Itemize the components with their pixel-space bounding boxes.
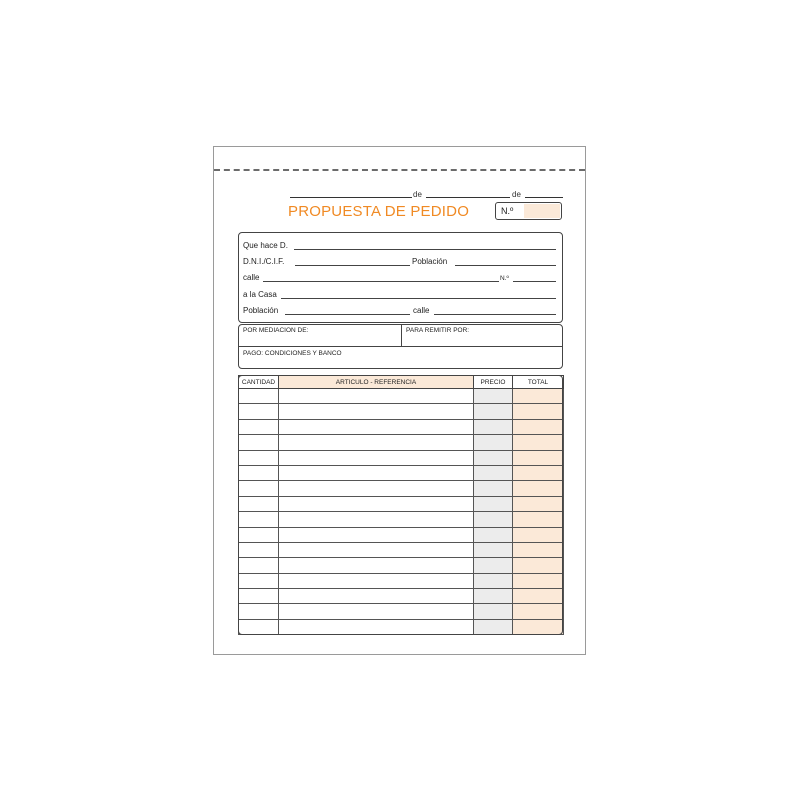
articulo-cell[interactable] xyxy=(279,619,474,634)
articulo-cell[interactable] xyxy=(279,512,474,527)
precio-cell[interactable] xyxy=(474,435,513,450)
total-cell[interactable] xyxy=(513,558,564,573)
cantidad-cell[interactable] xyxy=(239,481,279,496)
total-cell[interactable] xyxy=(513,589,564,604)
calle-label-1: calle xyxy=(243,273,260,282)
dni-label: D.N.I./C.I.F. xyxy=(243,257,285,266)
cantidad-cell[interactable] xyxy=(239,465,279,480)
table-row xyxy=(239,450,564,465)
poblacion-label-2: Población xyxy=(243,306,279,315)
remitir-label: PARA REMITIR POR: xyxy=(406,327,470,334)
total-cell[interactable] xyxy=(513,481,564,496)
table-row xyxy=(239,542,564,557)
table-row xyxy=(239,419,564,434)
cantidad-cell[interactable] xyxy=(239,558,279,573)
a-la-casa-field[interactable] xyxy=(281,298,556,299)
cantidad-cell[interactable] xyxy=(239,619,279,634)
table-row xyxy=(239,604,564,619)
cantidad-cell[interactable] xyxy=(239,589,279,604)
table-row xyxy=(239,435,564,450)
articulo-cell[interactable] xyxy=(279,527,474,542)
poblacion-field-2[interactable] xyxy=(285,314,410,315)
articulo-cell[interactable] xyxy=(279,542,474,557)
total-cell[interactable] xyxy=(513,527,564,542)
numero-field[interactable] xyxy=(513,281,556,282)
articulo-cell[interactable] xyxy=(279,389,474,404)
precio-cell[interactable] xyxy=(474,419,513,434)
cantidad-cell[interactable] xyxy=(239,527,279,542)
precio-cell[interactable] xyxy=(474,542,513,557)
mediacion-label: POR MEDIACION DE: xyxy=(243,327,309,334)
table-row xyxy=(239,573,564,588)
table-row xyxy=(239,527,564,542)
order-number-label: N.º xyxy=(501,206,514,216)
total-cell[interactable] xyxy=(513,604,564,619)
cantidad-cell[interactable] xyxy=(239,604,279,619)
a-la-casa-label: a la Casa xyxy=(243,290,277,299)
dni-field[interactable] xyxy=(295,265,410,266)
total-cell[interactable] xyxy=(513,496,564,511)
order-form-sheet xyxy=(213,146,586,655)
precio-cell[interactable] xyxy=(474,589,513,604)
table-row xyxy=(239,465,564,480)
cantidad-cell[interactable] xyxy=(239,542,279,557)
date-de-label-1: de xyxy=(413,190,422,199)
date-de-label-2: de xyxy=(512,190,521,199)
total-cell[interactable] xyxy=(513,465,564,480)
precio-cell[interactable] xyxy=(474,481,513,496)
calle-field-1[interactable] xyxy=(263,281,499,282)
cantidad-cell[interactable] xyxy=(239,450,279,465)
precio-cell[interactable] xyxy=(474,404,513,419)
precio-cell[interactable] xyxy=(474,558,513,573)
precio-cell[interactable] xyxy=(474,512,513,527)
que-hace-field[interactable] xyxy=(294,249,556,250)
terms-divider xyxy=(239,346,562,347)
precio-cell[interactable] xyxy=(474,450,513,465)
articulo-cell[interactable] xyxy=(279,404,474,419)
items-table xyxy=(238,375,564,635)
cantidad-cell[interactable] xyxy=(239,512,279,527)
terms-box xyxy=(238,324,563,369)
total-cell[interactable] xyxy=(513,435,564,450)
header-precio: PRECIO xyxy=(474,376,513,389)
articulo-cell[interactable] xyxy=(279,435,474,450)
header-articulo-referencia: ARTICULO - REFERENCIA xyxy=(279,376,474,389)
precio-cell[interactable] xyxy=(474,496,513,511)
poblacion-field-1[interactable] xyxy=(455,265,556,266)
order-number-field[interactable] xyxy=(524,204,560,218)
total-cell[interactable] xyxy=(513,573,564,588)
articulo-cell[interactable] xyxy=(279,558,474,573)
table-row xyxy=(239,496,564,511)
total-cell[interactable] xyxy=(513,450,564,465)
table-row xyxy=(239,558,564,573)
articulo-cell[interactable] xyxy=(279,589,474,604)
articulo-cell[interactable] xyxy=(279,604,474,619)
items-header-row xyxy=(239,376,564,389)
calle-label-2: calle xyxy=(413,306,430,315)
cantidad-cell[interactable] xyxy=(239,389,279,404)
date-place-line xyxy=(290,197,412,198)
calle-field-2[interactable] xyxy=(434,314,556,315)
precio-cell[interactable] xyxy=(474,604,513,619)
poblacion-label-1: Población xyxy=(412,257,448,266)
articulo-cell[interactable] xyxy=(279,573,474,588)
total-cell[interactable] xyxy=(513,389,564,404)
customer-info-box xyxy=(238,232,563,323)
precio-cell[interactable] xyxy=(474,527,513,542)
total-cell[interactable] xyxy=(513,619,564,634)
total-cell[interactable] xyxy=(513,542,564,557)
header-cantidad: CANTIDAD xyxy=(239,376,279,389)
form-title: PROPUESTA DE PEDIDO xyxy=(288,203,470,220)
numero-label: N.º xyxy=(500,275,509,282)
cantidad-cell[interactable] xyxy=(239,404,279,419)
cantidad-cell[interactable] xyxy=(239,419,279,434)
table-row xyxy=(239,589,564,604)
table-row xyxy=(239,619,564,634)
articulo-cell[interactable] xyxy=(279,481,474,496)
cantidad-cell[interactable] xyxy=(239,435,279,450)
total-cell[interactable] xyxy=(513,404,564,419)
perforation-line xyxy=(214,169,585,171)
date-month-line xyxy=(426,197,510,198)
articulo-cell[interactable] xyxy=(279,419,474,434)
precio-cell[interactable] xyxy=(474,573,513,588)
pago-label: PAGO: CONDICIONES Y BANCO xyxy=(243,350,342,357)
table-row xyxy=(239,512,564,527)
table-row xyxy=(239,481,564,496)
date-year-line xyxy=(525,197,563,198)
table-row xyxy=(239,404,564,419)
articulo-cell[interactable] xyxy=(279,450,474,465)
cantidad-cell[interactable] xyxy=(239,496,279,511)
total-cell[interactable] xyxy=(513,419,564,434)
precio-cell[interactable] xyxy=(474,389,513,404)
precio-cell[interactable] xyxy=(474,465,513,480)
total-cell[interactable] xyxy=(513,512,564,527)
cantidad-cell[interactable] xyxy=(239,573,279,588)
table-row xyxy=(239,389,564,404)
articulo-cell[interactable] xyxy=(279,465,474,480)
que-hace-label: Que hace D. xyxy=(243,241,288,250)
items-body xyxy=(239,389,564,635)
terms-vertical-divider xyxy=(401,325,402,346)
order-number-box[interactable] xyxy=(495,202,562,220)
precio-cell[interactable] xyxy=(474,619,513,634)
articulo-cell[interactable] xyxy=(279,496,474,511)
header-total: TOTAL xyxy=(513,376,564,389)
